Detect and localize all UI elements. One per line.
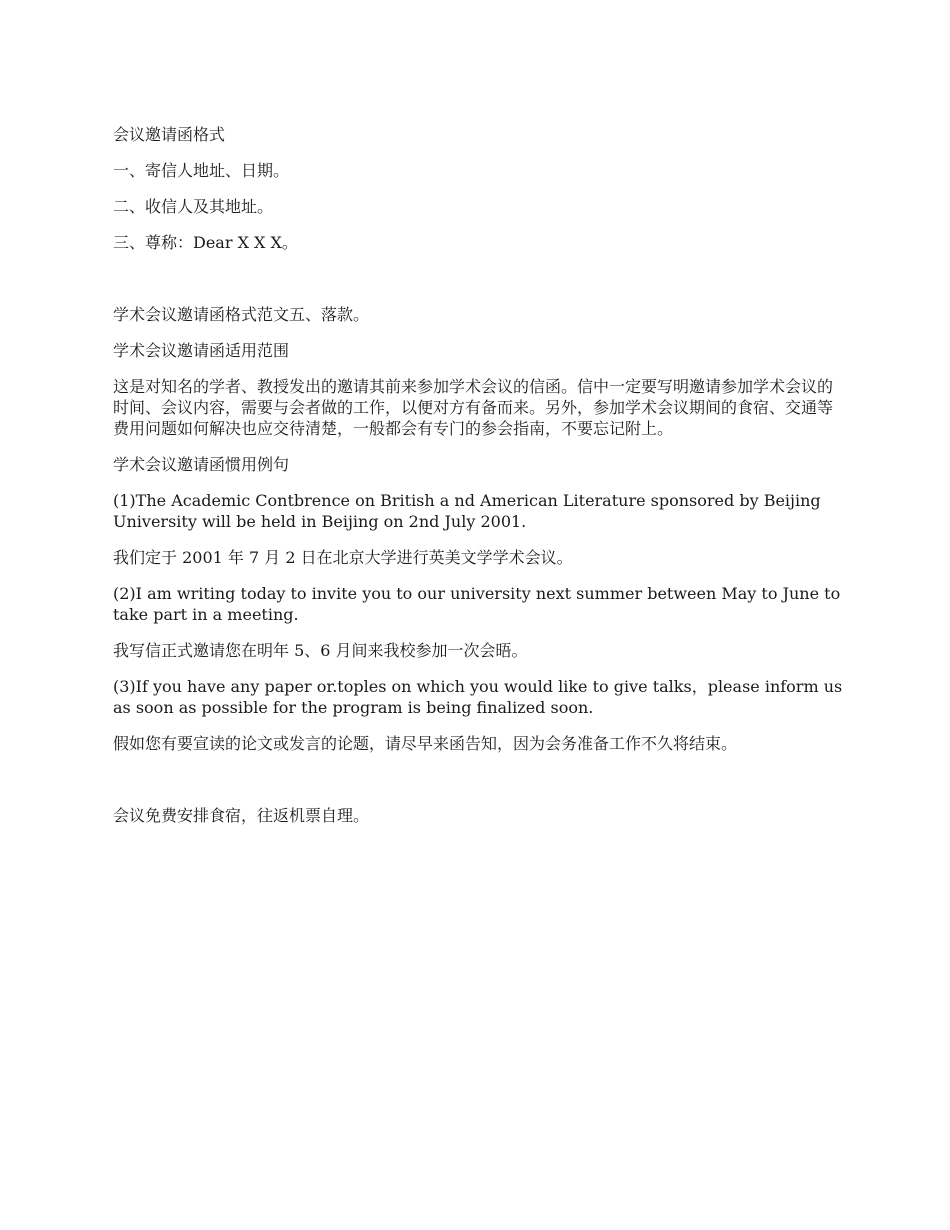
example-1-english: (1)The Academic Contbrence on British a nd American Literature sponsored by Beijing University will be held in Beijing on 2nd July 2001. xyxy=(113,491,821,531)
format-item-sender: 一、寄信人地址、日期。 xyxy=(113,161,290,180)
example-3-chinese: 假如您有要宣读的论文或发言的论题，请尽早来函告知，因为会务准备工作不久将结束。 xyxy=(113,734,738,753)
example-1-chinese: 我们定于 2001 年 7 月 2 日在北京大学进行英美文学学术会议。 xyxy=(113,548,573,567)
format-item-recipient: 二、收信人及其地址。 xyxy=(113,197,274,216)
closing-note: 会议免费安排食宿，往返机票自理。 xyxy=(113,806,370,825)
document-body xyxy=(113,124,843,841)
examples-heading: 学术会议邀请函惯用例句 xyxy=(113,455,290,474)
scope-heading: 学术会议邀请函适用范围 xyxy=(113,341,290,360)
format-item-salutation: 三、尊称：Dear X X X。 xyxy=(113,233,298,252)
example-2-chinese: 我写信正式邀请您在明年 5、6 月间来我校参加一次会晤。 xyxy=(113,641,528,660)
example-3-english: (3)If you have any paper or.toples on which you would like to give talks，please inform us as soon as possible for the program is being finalized soon. xyxy=(113,677,843,717)
format-item-signature: 学术会议邀请函格式范文五、落款。 xyxy=(113,305,370,324)
paragraph-gap xyxy=(113,769,843,805)
example-2-english: (2)I am writing today to invite you to our university next summer between May to June to take part in a meeting. xyxy=(113,584,841,624)
document-title: 会议邀请函格式 xyxy=(113,125,226,144)
paragraph-gap xyxy=(113,268,843,304)
scope-paragraph: 这是对知名的学者、教授发出的邀请其前来参加学术会议的信函。信中一定要写明邀请参加学术会议的时间、会议内容，需要与会者做的工作，以便对方有备而来。另外，参加学术会议期间的食宿、交通等费用问题如何解决也应交待清楚，一般都会有专门的参会指南，不要忘记附上。 xyxy=(113,377,834,438)
